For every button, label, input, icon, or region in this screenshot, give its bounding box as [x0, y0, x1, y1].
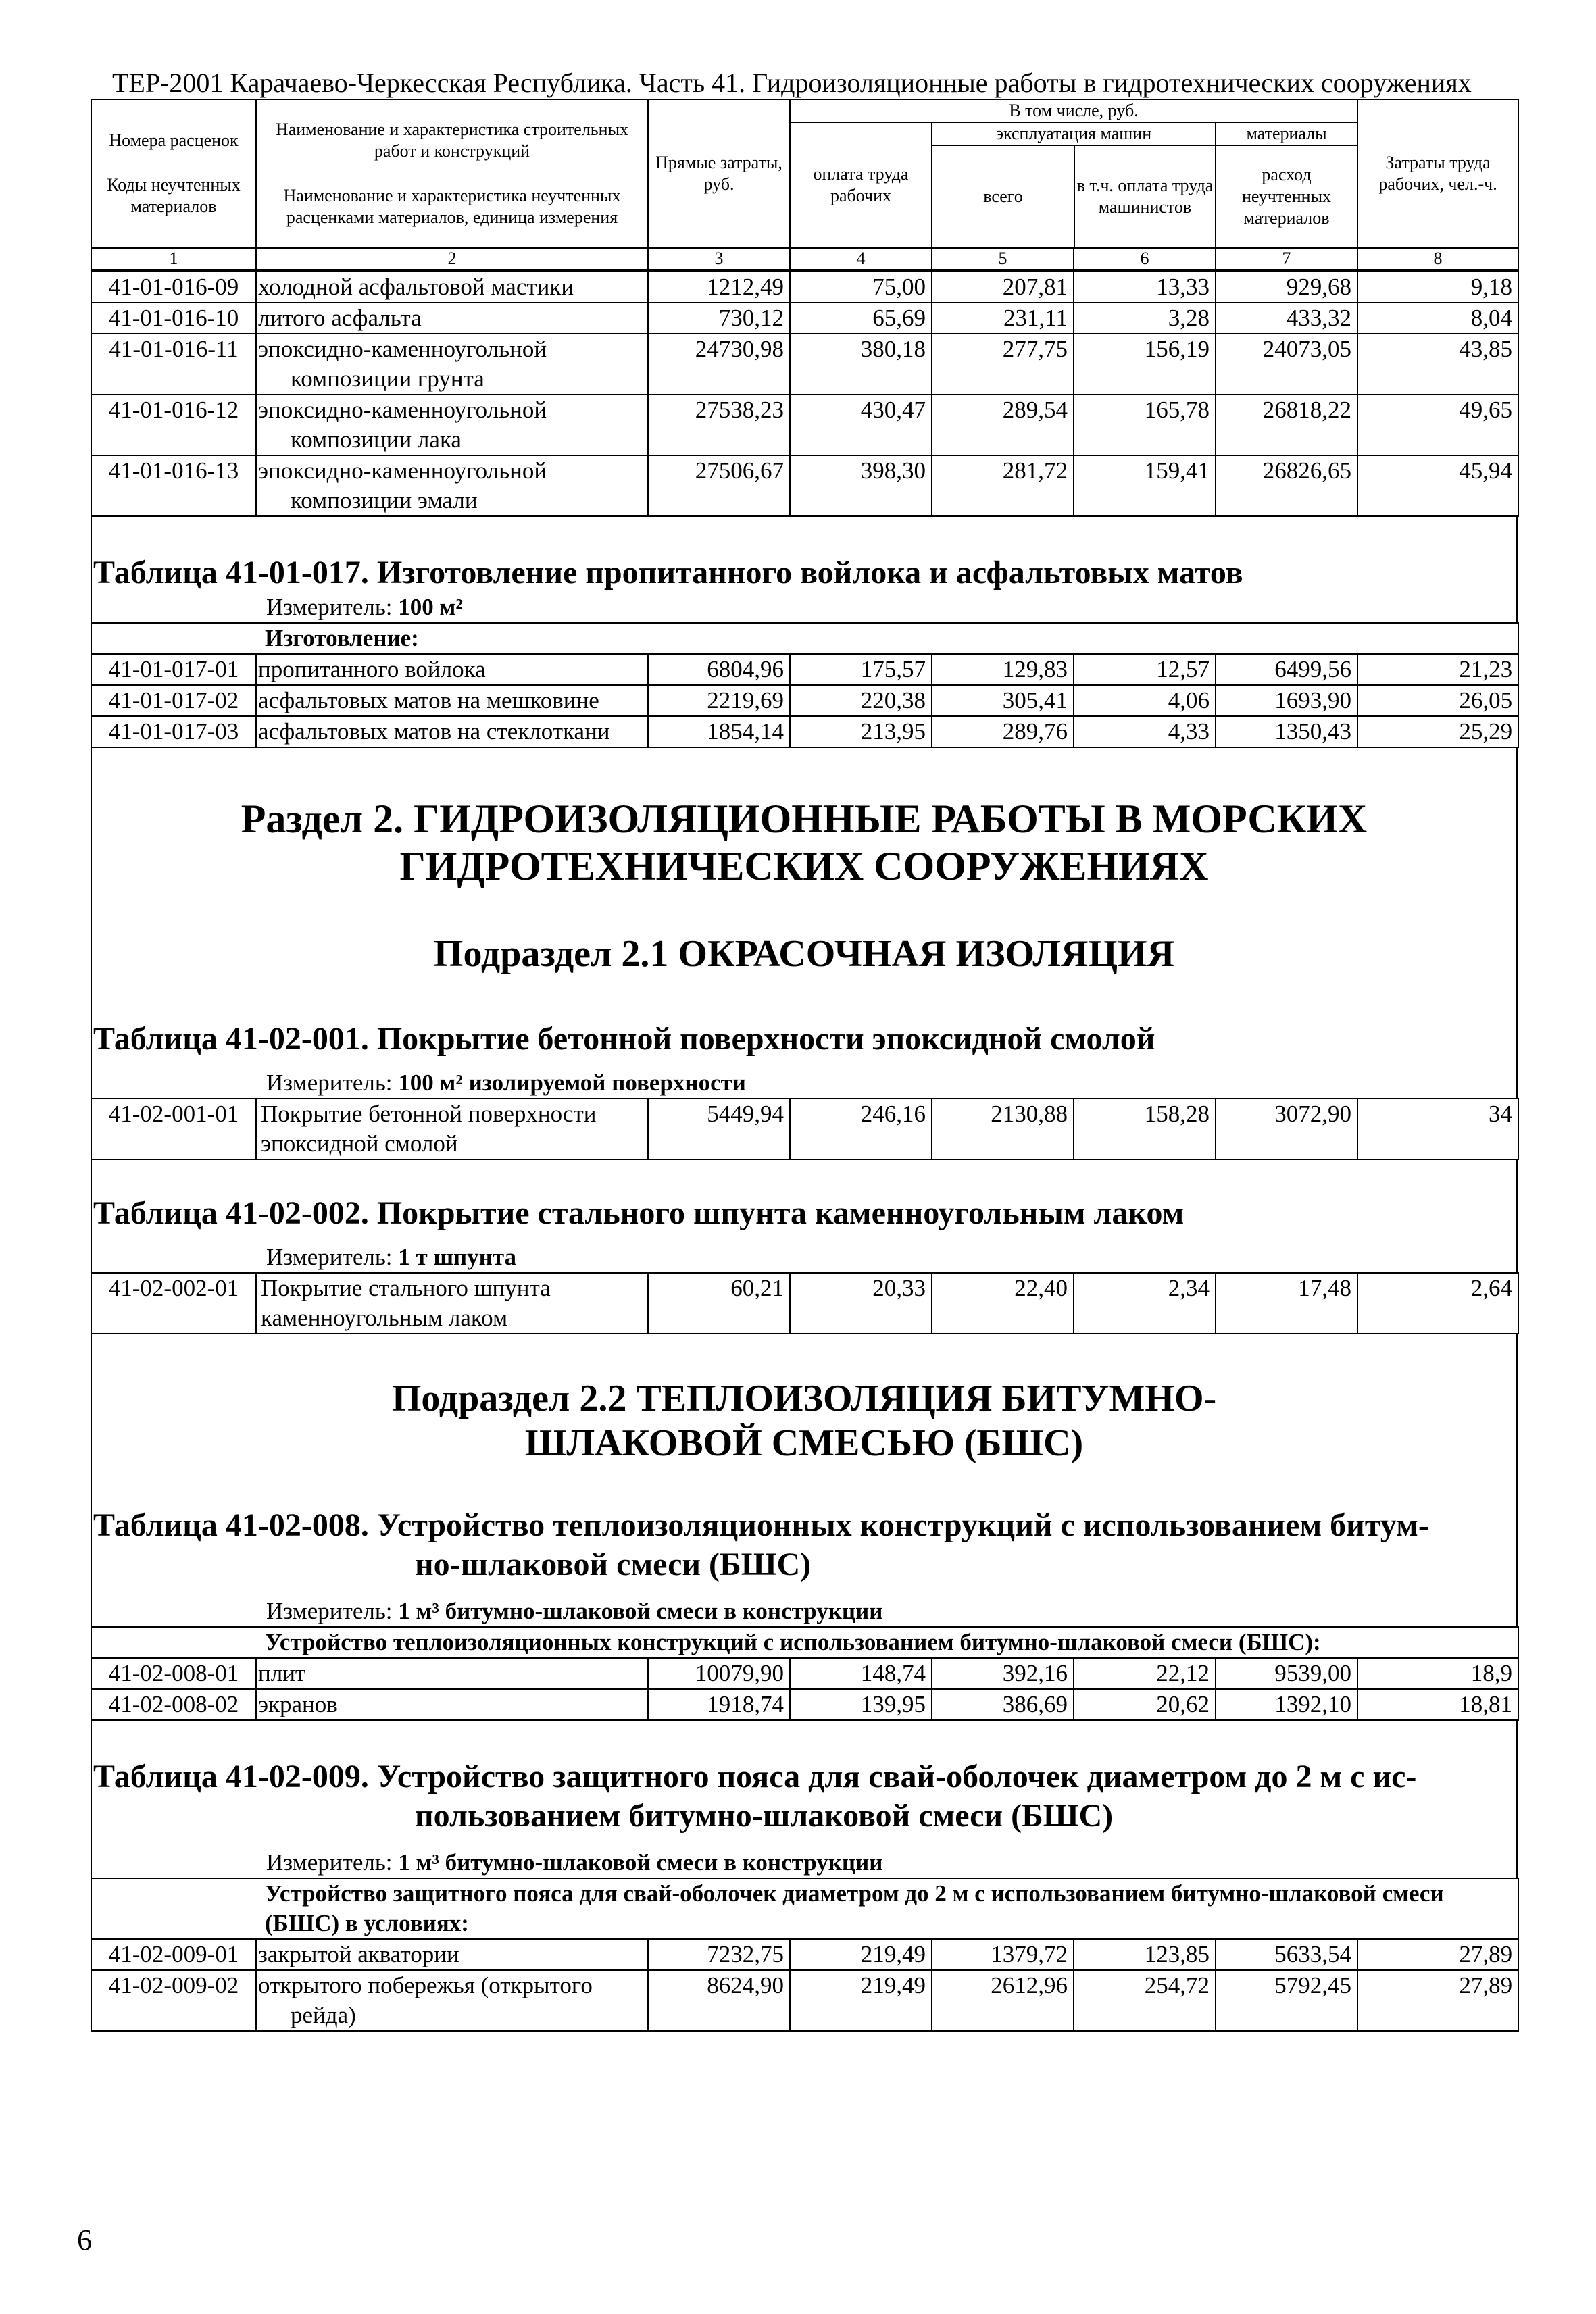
- machinist-wages: 12,57: [1074, 654, 1216, 685]
- header-rate-numbers: Номера расценок: [109, 130, 239, 150]
- labor-hours: 43,85: [1357, 334, 1518, 395]
- machinist-wages: 2,34: [1074, 1273, 1216, 1334]
- meter-value: 1 м³ битумно-шлаковой смеси в конструкции: [398, 1849, 883, 1876]
- table-title: [92, 1757, 1516, 1836]
- machines-total: 1379,72: [932, 1939, 1074, 1970]
- materials: 17,48: [1216, 1273, 1357, 1334]
- rate-code: 41-02-001-01: [91, 1099, 256, 1159]
- header-wages: оплата труда рабочих: [790, 122, 932, 248]
- labor-hours: 9,18: [1357, 272, 1518, 303]
- table-title-line: Таблица 41-02-009. Устройство защитного пояса для свай-оболочек диаметром до 2 м с ис-: [93, 1759, 1417, 1794]
- materials: 5792,45: [1216, 1970, 1357, 2031]
- table-41-02-009-block: [91, 1721, 1518, 1878]
- meter-label: Измеритель:: [266, 1244, 399, 1270]
- machines-total: 129,83: [932, 654, 1074, 685]
- meter: [92, 593, 1516, 622]
- header-material-consumption: расход неучтенных материалов: [1241, 165, 1332, 228]
- meter-value: 1 м³ битумно-шлаковой смеси в конструкции: [398, 1598, 883, 1624]
- machines-total: 289,54: [932, 395, 1074, 455]
- materials: 3072,90: [1216, 1099, 1357, 1159]
- meter: [92, 1596, 1516, 1626]
- rate-code: 41-02-009-01: [91, 1939, 256, 1970]
- machinist-wages: 20,62: [1074, 1689, 1216, 1720]
- meter-label: Измеритель:: [266, 1070, 399, 1096]
- meter-value: 1 т шпунта: [398, 1244, 516, 1270]
- worker-wages: 398,30: [790, 455, 932, 516]
- machines-total: 231,11: [932, 303, 1074, 334]
- labor-hours: 45,94: [1357, 455, 1518, 516]
- page-number: 6: [77, 2223, 92, 2257]
- group-heading: Устройство теплоизоляционных конструкций с использованием битумно-шлаковой смеси (БШС):: [91, 1627, 1518, 1658]
- work-name: закрытой акватории: [256, 1939, 648, 1970]
- worker-wages: 65,69: [790, 303, 932, 334]
- header-material-name: Наименование и характеристика неучтенных расценками материалов, единица измерения: [283, 186, 621, 227]
- worker-wages: 246,16: [790, 1099, 932, 1159]
- meter-value: 100 м²: [398, 594, 463, 620]
- table-41-01-017-block: [91, 517, 1518, 622]
- worker-wages: 20,33: [790, 1273, 932, 1334]
- labor-hours: 18,9: [1357, 1658, 1518, 1689]
- labor-hours: 27,89: [1357, 1939, 1518, 1970]
- col-number: 7: [1216, 248, 1357, 270]
- table-row: [91, 1939, 1518, 1970]
- meter-label: Измеритель:: [266, 1598, 399, 1624]
- table-41-02-008-rows: [91, 1626, 1519, 1721]
- machinist-wages: 165,78: [1074, 395, 1216, 455]
- machinist-wages: 123,85: [1074, 1939, 1216, 1970]
- machines-total: 277,75: [932, 334, 1074, 395]
- col-number: 3: [648, 248, 790, 270]
- header-machines: эксплуатация машин: [932, 123, 1215, 146]
- machinist-wages: 254,72: [1074, 1970, 1216, 2031]
- rate-code: 41-01-016-10: [91, 303, 256, 334]
- labor-hours: 27,89: [1357, 1970, 1518, 2031]
- meter-label: Измеритель:: [266, 1849, 399, 1876]
- group-row: [91, 1627, 1518, 1658]
- materials: 6499,56: [1216, 654, 1357, 685]
- rate-code: 41-01-016-11: [91, 334, 256, 395]
- table-row: [91, 654, 1518, 685]
- labor-hours: 21,23: [1357, 654, 1518, 685]
- materials: 24073,05: [1216, 334, 1357, 395]
- materials: 1392,10: [1216, 1689, 1357, 1720]
- table-title: Таблица 41-01-017. Изготовление пропитанного войлока и асфальтовых матов: [93, 555, 1243, 590]
- table-41-02-002-rows: [91, 1272, 1519, 1334]
- header-names: [256, 99, 648, 248]
- rate-code: 41-01-016-12: [91, 395, 256, 455]
- rate-code: 41-01-016-09: [91, 272, 256, 303]
- group-heading: Изготовление:: [91, 623, 1518, 654]
- worker-wages: 380,18: [790, 334, 932, 395]
- worker-wages: 75,00: [790, 272, 932, 303]
- labor-hours: 49,65: [1357, 395, 1518, 455]
- section-title: Раздел 2. ГИДРОИЗОЛЯЦИОННЫЕ РАБОТЫ В МОРСКИХ ГИДРОТЕХНИЧЕСКИХ СООРУЖЕНИЯХ: [241, 797, 1368, 888]
- machinist-wages: 159,41: [1074, 455, 1216, 516]
- materials: 1693,90: [1216, 685, 1357, 716]
- table-row: [91, 272, 1518, 303]
- work-name: экранов: [256, 1689, 648, 1720]
- materials: 433,32: [1216, 303, 1357, 334]
- col-number: 6: [1074, 248, 1216, 270]
- table-row: [91, 716, 1518, 747]
- col-number: 1: [91, 248, 256, 270]
- work-name: открытого побережья (открытого рейда): [256, 1970, 648, 2031]
- machinist-wages: 4,33: [1074, 716, 1216, 747]
- subsection-title-2-1: Подраздел 2.1 ОКРАСОЧНАЯ ИЗОЛЯЦИЯ: [433, 933, 1175, 975]
- machinist-wages: 22,12: [1074, 1658, 1216, 1689]
- header-codes: [91, 99, 256, 248]
- direct-costs: 10079,90: [648, 1658, 790, 1689]
- running-head: ТЕР-2001 Карачаево-Черкесская Республика. Часть 41. Гидроизоляционные работы в гидротехнических сооружениях: [112, 68, 1472, 98]
- table-row: [91, 455, 1518, 516]
- meter: [92, 1068, 1516, 1098]
- machinist-wages: 156,19: [1074, 334, 1216, 395]
- table-title-line: но-шлаковой смеси (БШС): [415, 1546, 812, 1582]
- header-material-codes: Коды неучтенных материалов: [107, 175, 241, 216]
- group-heading: Устройство защитного пояса для свай-оболочек диаметром до 2 м с использованием битумно-шлаковой смеси (БШС) в условиях:: [91, 1878, 1518, 1939]
- header-including-label: В том числе, руб.: [1009, 101, 1139, 120]
- table-title: Таблица 41-02-002. Покрытие стального шпунта каменноугольным лаком: [93, 1195, 1184, 1231]
- table-row: [91, 1689, 1518, 1720]
- rate-code: 41-02-008-02: [91, 1689, 256, 1720]
- header-machinist-wages: в т.ч. оплата труда машинистов: [1076, 176, 1214, 217]
- work-name: асфальтовых матов на мешковине: [256, 685, 648, 716]
- document-page: [91, 68, 1518, 2032]
- worker-wages: 175,57: [790, 654, 932, 685]
- header-machines-total: всего: [932, 146, 1075, 247]
- machinist-wages: 158,28: [1074, 1099, 1216, 1159]
- materials: 9539,00: [1216, 1658, 1357, 1689]
- direct-costs: 27506,67: [648, 455, 790, 516]
- materials: 5633,54: [1216, 1939, 1357, 1970]
- direct-costs: 2219,69: [648, 685, 790, 716]
- labor-hours: 8,04: [1357, 303, 1518, 334]
- machines-total: 2130,88: [932, 1099, 1074, 1159]
- price-table-header: [91, 99, 1519, 271]
- machines-total: 386,69: [932, 1689, 1074, 1720]
- direct-costs: 1918,74: [648, 1689, 790, 1720]
- col-number: 4: [790, 248, 932, 270]
- worker-wages: 148,74: [790, 1658, 932, 1689]
- labor-hours: 18,81: [1357, 1689, 1518, 1720]
- direct-costs: 6804,96: [648, 654, 790, 685]
- section-2-block: [91, 748, 1518, 1098]
- direct-costs: 27538,23: [648, 395, 790, 455]
- col-number: 8: [1357, 248, 1518, 270]
- direct-costs: 1854,14: [648, 716, 790, 747]
- work-name: Покрытие стального шпунта каменноугольным лаком: [256, 1273, 648, 1334]
- work-name: эпоксидно-каменноугольной композиции лака: [256, 395, 648, 455]
- rate-code: 41-01-017-03: [91, 716, 256, 747]
- worker-wages: 430,47: [790, 395, 932, 455]
- meter-value: 100 м² изолируемой поверхности: [398, 1070, 746, 1096]
- machines-total: 22,40: [932, 1273, 1074, 1334]
- table-41-02-009-rows: [91, 1878, 1519, 2032]
- worker-wages: 213,95: [790, 716, 932, 747]
- rate-code: 41-01-017-01: [91, 654, 256, 685]
- work-name: холодной асфальтовой мастики: [256, 272, 648, 303]
- col-number: 5: [932, 248, 1074, 270]
- machines-total: 392,16: [932, 1658, 1074, 1689]
- labor-hours: 25,29: [1357, 716, 1518, 747]
- work-name: плит: [256, 1658, 648, 1689]
- direct-costs: 7232,75: [648, 1939, 790, 1970]
- work-name: Покрытие бетонной поверхности эпоксидной смолой: [256, 1099, 648, 1159]
- meter: [92, 1848, 1516, 1878]
- header-labor-hours: Затраты труда рабочих, чел.-ч.: [1357, 99, 1518, 248]
- header-work-name: Наименование и характеристика строительных работ и конструкций: [275, 120, 629, 161]
- labor-hours: 2,64: [1357, 1273, 1518, 1334]
- meter: [92, 1242, 1516, 1272]
- header-materials-group: [1216, 122, 1357, 248]
- worker-wages: 220,38: [790, 685, 932, 716]
- machinist-wages: 13,33: [1074, 272, 1216, 303]
- worker-wages: 139,95: [790, 1689, 932, 1720]
- direct-costs: 5449,94: [648, 1099, 790, 1159]
- meter-label: Измеритель:: [266, 594, 399, 620]
- group-row: [91, 623, 1518, 654]
- labor-hours: 34: [1357, 1099, 1518, 1159]
- work-name: литого асфальта: [256, 303, 648, 334]
- table-title-line: пользованием битумно-шлаковой смеси (БШС): [415, 1798, 1114, 1834]
- table-title: Таблица 41-02-001. Покрытие бетонной поверхности эпоксидной смолой: [93, 1021, 1155, 1057]
- table-41-01-016-rows: [91, 271, 1519, 517]
- header-materials: материалы: [1216, 123, 1357, 146]
- machines-total: 289,76: [932, 716, 1074, 747]
- direct-costs: 730,12: [648, 303, 790, 334]
- rate-code: 41-01-017-02: [91, 685, 256, 716]
- table-row: [91, 1099, 1518, 1159]
- direct-costs: 24730,98: [648, 334, 790, 395]
- subsection-title-2-2: Подраздел 2.2 ТЕПЛОИЗОЛЯЦИЯ БИТУМНО-ШЛАКОВОЙ СМЕСЬЮ (БШС): [391, 1378, 1217, 1464]
- materials: 1350,43: [1216, 716, 1357, 747]
- work-name: асфальтовых матов на стеклоткани: [256, 716, 648, 747]
- header-direct-costs: Прямые затраты, руб.: [648, 99, 790, 248]
- table-41-01-017-rows: [91, 622, 1519, 748]
- work-name: эпоксидно-каменноугольной композиции грунта: [256, 334, 648, 395]
- col-number: 2: [256, 248, 648, 270]
- rate-code: 41-02-008-01: [91, 1658, 256, 1689]
- work-name: эпоксидно-каменноугольной композиции эмали: [256, 455, 648, 516]
- worker-wages: 219,49: [790, 1939, 932, 1970]
- rate-code: 41-01-016-13: [91, 455, 256, 516]
- materials: 26818,22: [1216, 395, 1357, 455]
- table-row: [91, 1970, 1518, 2031]
- materials: 929,68: [1216, 272, 1357, 303]
- table-row: [91, 395, 1518, 455]
- table-title: [92, 1506, 1516, 1584]
- labor-hours: 26,05: [1357, 685, 1518, 716]
- rate-code: 41-02-002-01: [91, 1273, 256, 1334]
- direct-costs: 8624,90: [648, 1970, 790, 2031]
- table-41-02-002-block: [91, 1160, 1518, 1272]
- materials: 26826,65: [1216, 455, 1357, 516]
- worker-wages: 219,49: [790, 1970, 932, 2031]
- table-row: [91, 1658, 1518, 1689]
- machines-total: 207,81: [932, 272, 1074, 303]
- group-row: [91, 1878, 1518, 1939]
- work-name: пропитанного войлока: [256, 654, 648, 685]
- table-row: [91, 685, 1518, 716]
- table-row: [91, 1273, 1518, 1334]
- direct-costs: 60,21: [648, 1273, 790, 1334]
- machinist-wages: 4,06: [1074, 685, 1216, 716]
- machines-total: 305,41: [932, 685, 1074, 716]
- table-title-line: Таблица 41-02-008. Устройство теплоизоляционных конструкций с использованием битум-: [93, 1507, 1429, 1543]
- rate-code: 41-02-009-02: [91, 1970, 256, 2031]
- header-machines-group: [932, 122, 1216, 248]
- machinist-wages: 3,28: [1074, 303, 1216, 334]
- header-including: [790, 99, 1357, 122]
- machines-total: 2612,96: [932, 1970, 1074, 2031]
- table-row: [91, 334, 1518, 395]
- machines-total: 281,72: [932, 455, 1074, 516]
- subsection-2-2-block: [91, 1334, 1518, 1626]
- direct-costs: 1212,49: [648, 272, 790, 303]
- table-41-02-001-rows: [91, 1098, 1519, 1160]
- table-row: [91, 303, 1518, 334]
